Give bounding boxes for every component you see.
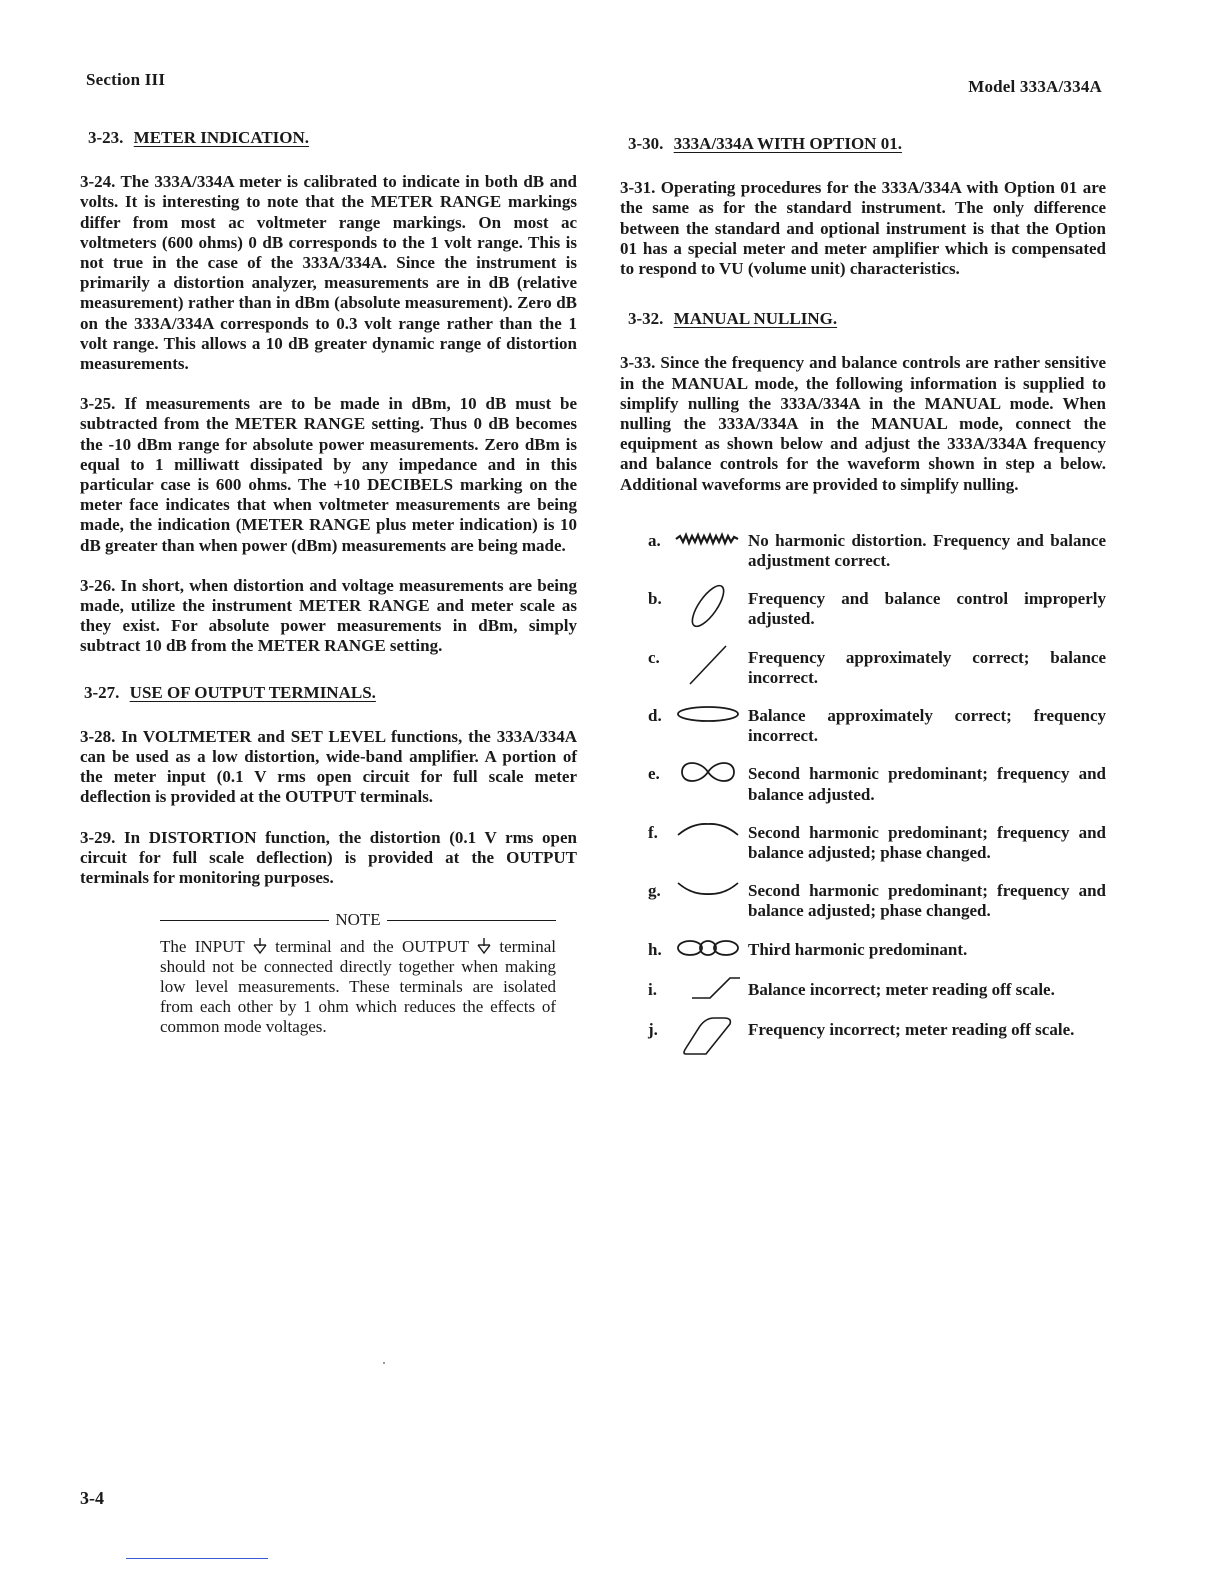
heading-number: 3-30. <box>628 134 664 153</box>
waveform-letter: j. <box>648 1019 658 1039</box>
waveform-item <box>648 529 1106 571</box>
waveform-description: Second harmonic predominant; frequency and balance adjusted. <box>748 764 1106 804</box>
paragraph-3-26: 3-26. In short, when distortion and voltage measurements are being made, utilize the instrument METER RANGE and meter scale as they exist. For absolute power measurements in dBm, simply subtract 10 dB from the METER RANGE setting. <box>80 575 577 656</box>
ground-terminal-icon <box>253 938 267 954</box>
triple-loop-icon <box>670 934 748 962</box>
note-text <box>160 937 556 1038</box>
paragraph-3-31: 3-31. Operating procedures for the 333A/334A with Option 01 are the same as for the standard instrument. The only difference between the standard and optional instrument is that the Option 01 has a special meter and meter amplifier which is compensated to respond to VU (volume unit) characteristics. <box>620 178 1106 279</box>
waveform-description: Balance approximately correct; frequency incorrect. <box>748 706 1106 746</box>
heading-3-30 <box>628 134 1106 154</box>
paragraph-3-28: 3-28. In VOLTMETER and SET LEVEL functions, the 333A/334A can be used as a low distortion, wide-band amplifier. A portion of the meter input (0.1 V rms open circuit for full scale meter deflection is provided at the OUTPUT terminals. <box>80 726 577 807</box>
waveform-item <box>648 978 1106 1002</box>
waveform-description: Second harmonic predominant; frequency and balance adjusted; phase changed. <box>748 822 1106 863</box>
waveform-letter: g. <box>648 881 661 901</box>
paragraph-3-25: 3-25. If measurements are to be made in dBm, 10 dB must be subtracted from the METER RANGE setting. Thus 0 dB becomes the -10 dBm range for absolute power measurements. Zero dBm is equal to 1 milliwatt dissipated by any impedance and in this particular case is 600 ohms. The +10 DECIBELS marking on the meter face indicates that when voltmeter measurements are being made, the indication (METER RANGE plus meter indication) is 10 dB greater than when power (dBm) measurements are being made. <box>80 394 577 555</box>
paragraph-3-24: 3-24. The 333A/334A meter is calibrated to indicate in both dB and volts. It is interesting to note that the METER RANGE markings differ from most ac voltmeter range markings. On most ac voltmeters (600 ohms) 0 dB corresponds to the 1 volt range. This is not true in the case of the 333A/334A. Since the instrument is primarily a distortion analyzer, measurements are in dB (relative measurement) rather than in dBm (absolute measurement). Zero dB on the 333A/334A corresponds to 0.3 volt range rather than the 1 volt range. This allows a 10 dB greater dynamic range of distortion measurements. <box>80 172 577 374</box>
heading-number: 3-23. <box>88 128 124 147</box>
waveform-item <box>648 938 1106 962</box>
waveform-letter: b. <box>648 589 662 609</box>
note-rule-left <box>160 920 329 922</box>
waveform-item <box>648 879 1106 921</box>
section-label: Section III <box>86 70 166 89</box>
clipped-ellipse-icon <box>670 1014 748 1060</box>
waveform-description: No harmonic distortion. Frequency and balance adjustment correct. <box>748 530 1106 571</box>
ground-terminal-icon <box>477 938 491 954</box>
tilted-ellipse-icon <box>670 583 748 629</box>
note-box <box>160 910 556 1037</box>
note-text-part-2: terminal and the OUTPUT <box>275 936 469 956</box>
model-label: Model 333A/334A <box>968 77 1102 96</box>
paragraph-3-29: 3-29. In DISTORTION function, the distortion (0.1 V rms open circuit for full scale deflection) is provided at the OUTPUT terminals for monitoring purposes. <box>80 827 577 888</box>
left-column <box>80 128 577 1038</box>
footer-rule <box>126 1558 268 1559</box>
waveform-item <box>648 762 1106 804</box>
page-number: 3-4 <box>80 1488 104 1508</box>
heading-title: 333A/334A WITH OPTION 01. <box>673 134 902 153</box>
arch-up-icon <box>670 817 748 845</box>
heading-title: MANUAL NULLING. <box>673 309 838 329</box>
waveform-letter: i. <box>648 979 657 999</box>
waveform-description: Frequency incorrect; meter reading off scale. <box>748 1019 1075 1039</box>
waveform-letter: c. <box>648 647 660 667</box>
note-header <box>160 910 556 930</box>
diagonal-line-icon <box>670 642 748 688</box>
note-label: NOTE <box>335 910 381 930</box>
heading-title: USE OF OUTPUT TERMINALS. <box>129 682 376 702</box>
waveform-item <box>648 704 1106 746</box>
waveform-description: Third harmonic predominant. <box>748 939 968 959</box>
note-text-part-3: terminal should not be connected directly together when making low level measurements. These terminals are isolated from each other by 1 ohm which reduces the effects of common mode voltages. <box>160 936 557 1037</box>
waveform-letter: d. <box>648 706 662 726</box>
heading-number: 3-27. <box>84 682 120 702</box>
waveform-letter: a. <box>648 530 661 550</box>
waveform-description: Frequency and balance control improperly adjusted. <box>748 589 1106 629</box>
heading-number: 3-32. <box>628 309 664 329</box>
waveform-letter: e. <box>648 764 660 784</box>
waveform-item <box>648 1018 1106 1060</box>
figure-eight-icon <box>670 758 748 786</box>
heading-title: METER INDICATION. <box>133 128 310 147</box>
noise-line-icon <box>670 525 748 553</box>
waveform-item <box>648 646 1106 688</box>
flat-ellipse-icon <box>670 700 748 728</box>
waveform-description: Balance incorrect; meter reading off scale. <box>748 979 1055 999</box>
heading-3-27 <box>84 683 577 703</box>
heading-3-32 <box>628 309 1106 329</box>
waveform-letter: f. <box>648 822 658 842</box>
clipped-line-icon <box>670 974 748 1002</box>
waveform-list <box>648 529 1106 1060</box>
note-rule-right <box>387 920 556 922</box>
heading-3-23 <box>88 128 577 148</box>
stray-mark <box>383 1362 385 1364</box>
arch-down-icon <box>670 875 748 903</box>
waveform-description: Second harmonic predominant; frequency and balance adjusted; phase changed. <box>748 881 1106 921</box>
paragraph-3-33: 3-33. Since the frequency and balance controls are rather sensitive in the MANUAL mode, the following information is supplied to simplify nulling the 333A/334A in the MANUAL mode. When nulling the 333A/334A in the MANUAL mode, connect the equipment as shown below and adjust the 333A/334A frequency and balance controls for the waveform shown in step a below. Additional waveforms are provided to simplify nulling. <box>620 353 1106 494</box>
right-column <box>620 128 1106 1076</box>
waveform-item <box>648 587 1106 629</box>
note-text-part-1: The INPUT <box>160 936 245 956</box>
waveform-letter: h. <box>648 939 662 959</box>
waveform-description: Frequency approximately correct; balance incorrect. <box>748 647 1106 687</box>
waveform-item <box>648 821 1106 863</box>
